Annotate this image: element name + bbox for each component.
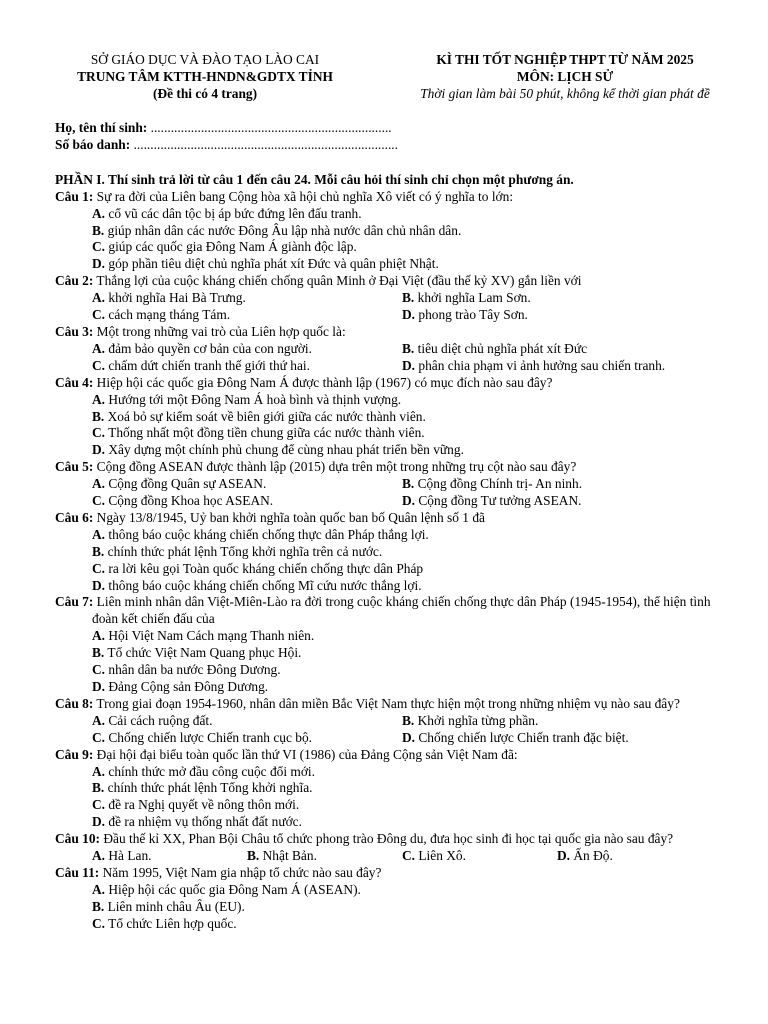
q8-options-row-1 <box>55 713 725 730</box>
question-11: Câu 11: Năm 1995, Việt Nam gia nhập tổ chức nào sau đây? <box>55 864 382 880</box>
q11-option-c: C. Tổ chức Liên hợp quốc. <box>92 915 237 931</box>
q1-option-a: A. cổ vũ các dân tộc bị áp bức đứng lên đấu tranh. <box>92 205 362 221</box>
header-left <box>55 52 355 103</box>
q10-option-a: A. Hà Lan. <box>92 848 152 864</box>
q8-option-d: D. Chống chiến lược Chiến tranh đặc biệt. <box>402 729 629 745</box>
q5-option-b: B. Cộng đồng Chính trị- An ninh. <box>402 476 583 492</box>
q11-option-a: A. Hiệp hội các quốc gia Đông Nam Á (ASEAN). <box>92 881 361 897</box>
q7-option-a: A. Hội Việt Nam Cách mạng Thanh niên. <box>92 628 315 644</box>
student-name-dots: ........................................................................ <box>147 120 392 135</box>
q9-option-c: C. đề ra Nghị quyết về nông thôn mới. <box>92 797 300 813</box>
question-10: Câu 10: Đầu thế kỉ XX, Phan Bội Châu tổ chức phong trào Đông du, đưa học sinh đi học tại quốc gia nào sau đây? <box>55 831 674 847</box>
q4-option-d: D. Xây dựng một chính phủ chung để cùng nhau phát triển bền vững. <box>92 442 464 458</box>
q8-option-c: C. Chống chiến lược Chiến tranh cục bộ. <box>92 729 312 745</box>
question-4: Câu 4: Hiệp hội các quốc gia Đông Nam Á được thành lập (1967) có mục đích nào sau đây? <box>55 374 553 390</box>
q1-option-d: D. góp phần tiêu diệt chủ nghĩa phát xít Đức và quân phiệt Nhật. <box>92 256 439 272</box>
q9-option-d: D. đề ra nhiệm vụ thống nhất đất nước. <box>92 814 302 830</box>
q5-options-row-1 <box>55 476 725 493</box>
student-name-line <box>55 120 725 137</box>
q2-option-b: B. khởi nghĩa Lam Sơn. <box>402 290 531 306</box>
exam-time: Thời gian làm bài 50 phút, không kể thời gian phát đề <box>420 86 710 101</box>
q10-option-c: C. Liên Xô. <box>402 848 466 864</box>
q4-option-a: A. Hướng tới một Đông Nam Á hoà bình và thịnh vượng. <box>92 391 402 407</box>
q2-option-c: C. cách mạng tháng Tám. <box>92 307 231 323</box>
q6-option-a: A. thông báo cuộc kháng chiến chống thực dân Pháp thắng lợi. <box>92 526 429 542</box>
q7-option-d: D. Đảng Cộng sản Đông Dương. <box>92 679 269 694</box>
q3-options-row-2 <box>55 358 725 375</box>
question-7: Câu 7: Liên minh nhân dân Việt-Miên-Lào ra đời trong cuộc kháng chiến chống thực dân Pháp (1945-1954), thể hiện tình đoàn kết chiến đấu của <box>55 594 711 627</box>
question-6: Câu 6: Ngày 13/8/1945, Uỷ ban khởi nghĩa toàn quốc ban bố Quân lệnh số 1 đã <box>55 509 485 525</box>
q4-option-c: C. Thống nhất một đồng tiền chung giữa các nước thành viên. <box>92 425 425 441</box>
q6-option-b: B. chính thức phát lệnh Tổng khởi nghĩa trên cả nước. <box>92 543 383 559</box>
question-1: Câu 1: Sự ra đời của Liên bang Cộng hòa xã hội chủ nghĩa Xô viết có ý nghĩa to lớn: <box>55 188 514 204</box>
q3-option-b: B. tiêu diệt chủ nghĩa phát xít Đức <box>402 340 588 356</box>
q7-option-b: B. Tổ chức Việt Nam Quang phục Hội. <box>92 645 302 661</box>
q2-option-d: D. phong trào Tây Sơn. <box>402 307 528 323</box>
center-name: TRUNG TÂM KTTH-HNDN&GDTX TỈNH <box>77 69 333 84</box>
q9-option-b: B. chính thức phát lệnh Tổng khởi nghĩa. <box>92 780 313 796</box>
q10-option-d: D. Ấn Độ. <box>557 848 613 864</box>
q11-option-b: B. Liên minh châu Âu (EU). <box>92 898 245 914</box>
student-id-label: Số báo danh: <box>55 136 131 152</box>
section-title: PHẦN I. Thí sinh trả lời từ câu 1 đến câu 24. Mỗi câu hỏi thí sinh chỉ chọn một phương án. <box>55 171 574 187</box>
q10-options-row <box>55 848 725 865</box>
exam-page <box>55 52 725 933</box>
q3-option-c: C. chấm dứt chiến tranh thế giới thứ hai. <box>92 357 310 373</box>
q4-option-b: B. Xoá bỏ sự kiểm soát về biên giới giữa các nước thành viên. <box>92 408 426 424</box>
q8-option-b: B. Khởi nghĩa từng phần. <box>402 712 539 728</box>
question-8: Câu 8: Trong giai đoạn 1954-1960, nhân dân miền Bắc Việt Nam thực hiện một trong những nhiệm vụ nào sau đây? <box>55 695 680 711</box>
q3-option-a: A. đảm bảo quyền cơ bản của con người. <box>92 340 312 356</box>
q5-option-c: C. Cộng đồng Khoa học ASEAN. <box>92 493 274 509</box>
q1-option-b: B. giúp nhân dân các nước Đông Âu lập nhà nước dân chủ nhân dân. <box>92 222 462 238</box>
q6-option-d: D. thông báo cuộc kháng chiến chống Mĩ cứu nước thắng lợi. <box>92 577 422 593</box>
header-right <box>395 52 735 103</box>
student-name-label: Họ, tên thí sinh: <box>55 120 148 135</box>
q9-option-a: A. chính thức mở đầu công cuộc đổi mới. <box>92 763 315 779</box>
question-2: Câu 2: Thắng lợi của cuộc kháng chiến chống quân Minh ở Đại Việt (đầu thế kỷ XV) gắn liền với <box>55 273 582 289</box>
question-3: Câu 3: Một trong những vai trò của Liên hợp quốc là: <box>55 323 346 339</box>
exam-title: KÌ THI TỐT NGHIỆP THPT TỪ NĂM 2025 <box>436 52 694 67</box>
q7-option-c: C. nhân dân ba nước Đông Dương. <box>92 662 281 678</box>
q3-options-row-1 <box>55 341 725 358</box>
q3-option-d: D. phân chia phạm vi ảnh hưởng sau chiến tranh. <box>402 357 666 373</box>
question-9: Câu 9: Đại hội đại biểu toàn quốc lần thứ VI (1986) của Đảng Cộng sản Việt Nam đã: <box>55 746 518 762</box>
q5-option-a: A. Cộng đồng Quân sự ASEAN. <box>92 476 267 492</box>
q2-option-a: A. khởi nghĩa Hai Bà Trưng. <box>92 290 246 306</box>
q2-options-row-1 <box>55 290 725 307</box>
exam-header <box>55 52 725 103</box>
page-count-note: (Đề thi có 4 trang) <box>152 86 258 101</box>
exam-subject: MÔN: LỊCH SỬ <box>516 69 614 84</box>
q8-options-row-2 <box>55 730 725 747</box>
department-name: SỞ GIÁO DỤC VÀ ĐÀO TẠO LÀO CAI <box>90 52 320 67</box>
q5-options-row-2 <box>55 493 725 510</box>
q6-option-c: C. ra lời kêu gọi Toàn quốc kháng chiến chống thực dân Pháp <box>92 560 424 576</box>
q2-options-row-2 <box>55 307 725 324</box>
student-id-dots: ............................................................................... <box>130 136 398 152</box>
q8-option-a: A. Cải cách ruộng đất. <box>92 712 213 728</box>
q10-option-b: B. Nhật Bản. <box>247 848 317 864</box>
student-id-line <box>55 137 725 154</box>
q5-option-d: D. Cộng đồng Tư tưởng ASEAN. <box>402 493 582 509</box>
question-5: Câu 5: Cộng đồng ASEAN được thành lập (2015) dựa trên một trong những trụ cột nào sau đây? <box>55 459 577 475</box>
q1-option-c: C. giúp các quốc gia Đông Nam Á giành độc lập. <box>92 239 357 255</box>
